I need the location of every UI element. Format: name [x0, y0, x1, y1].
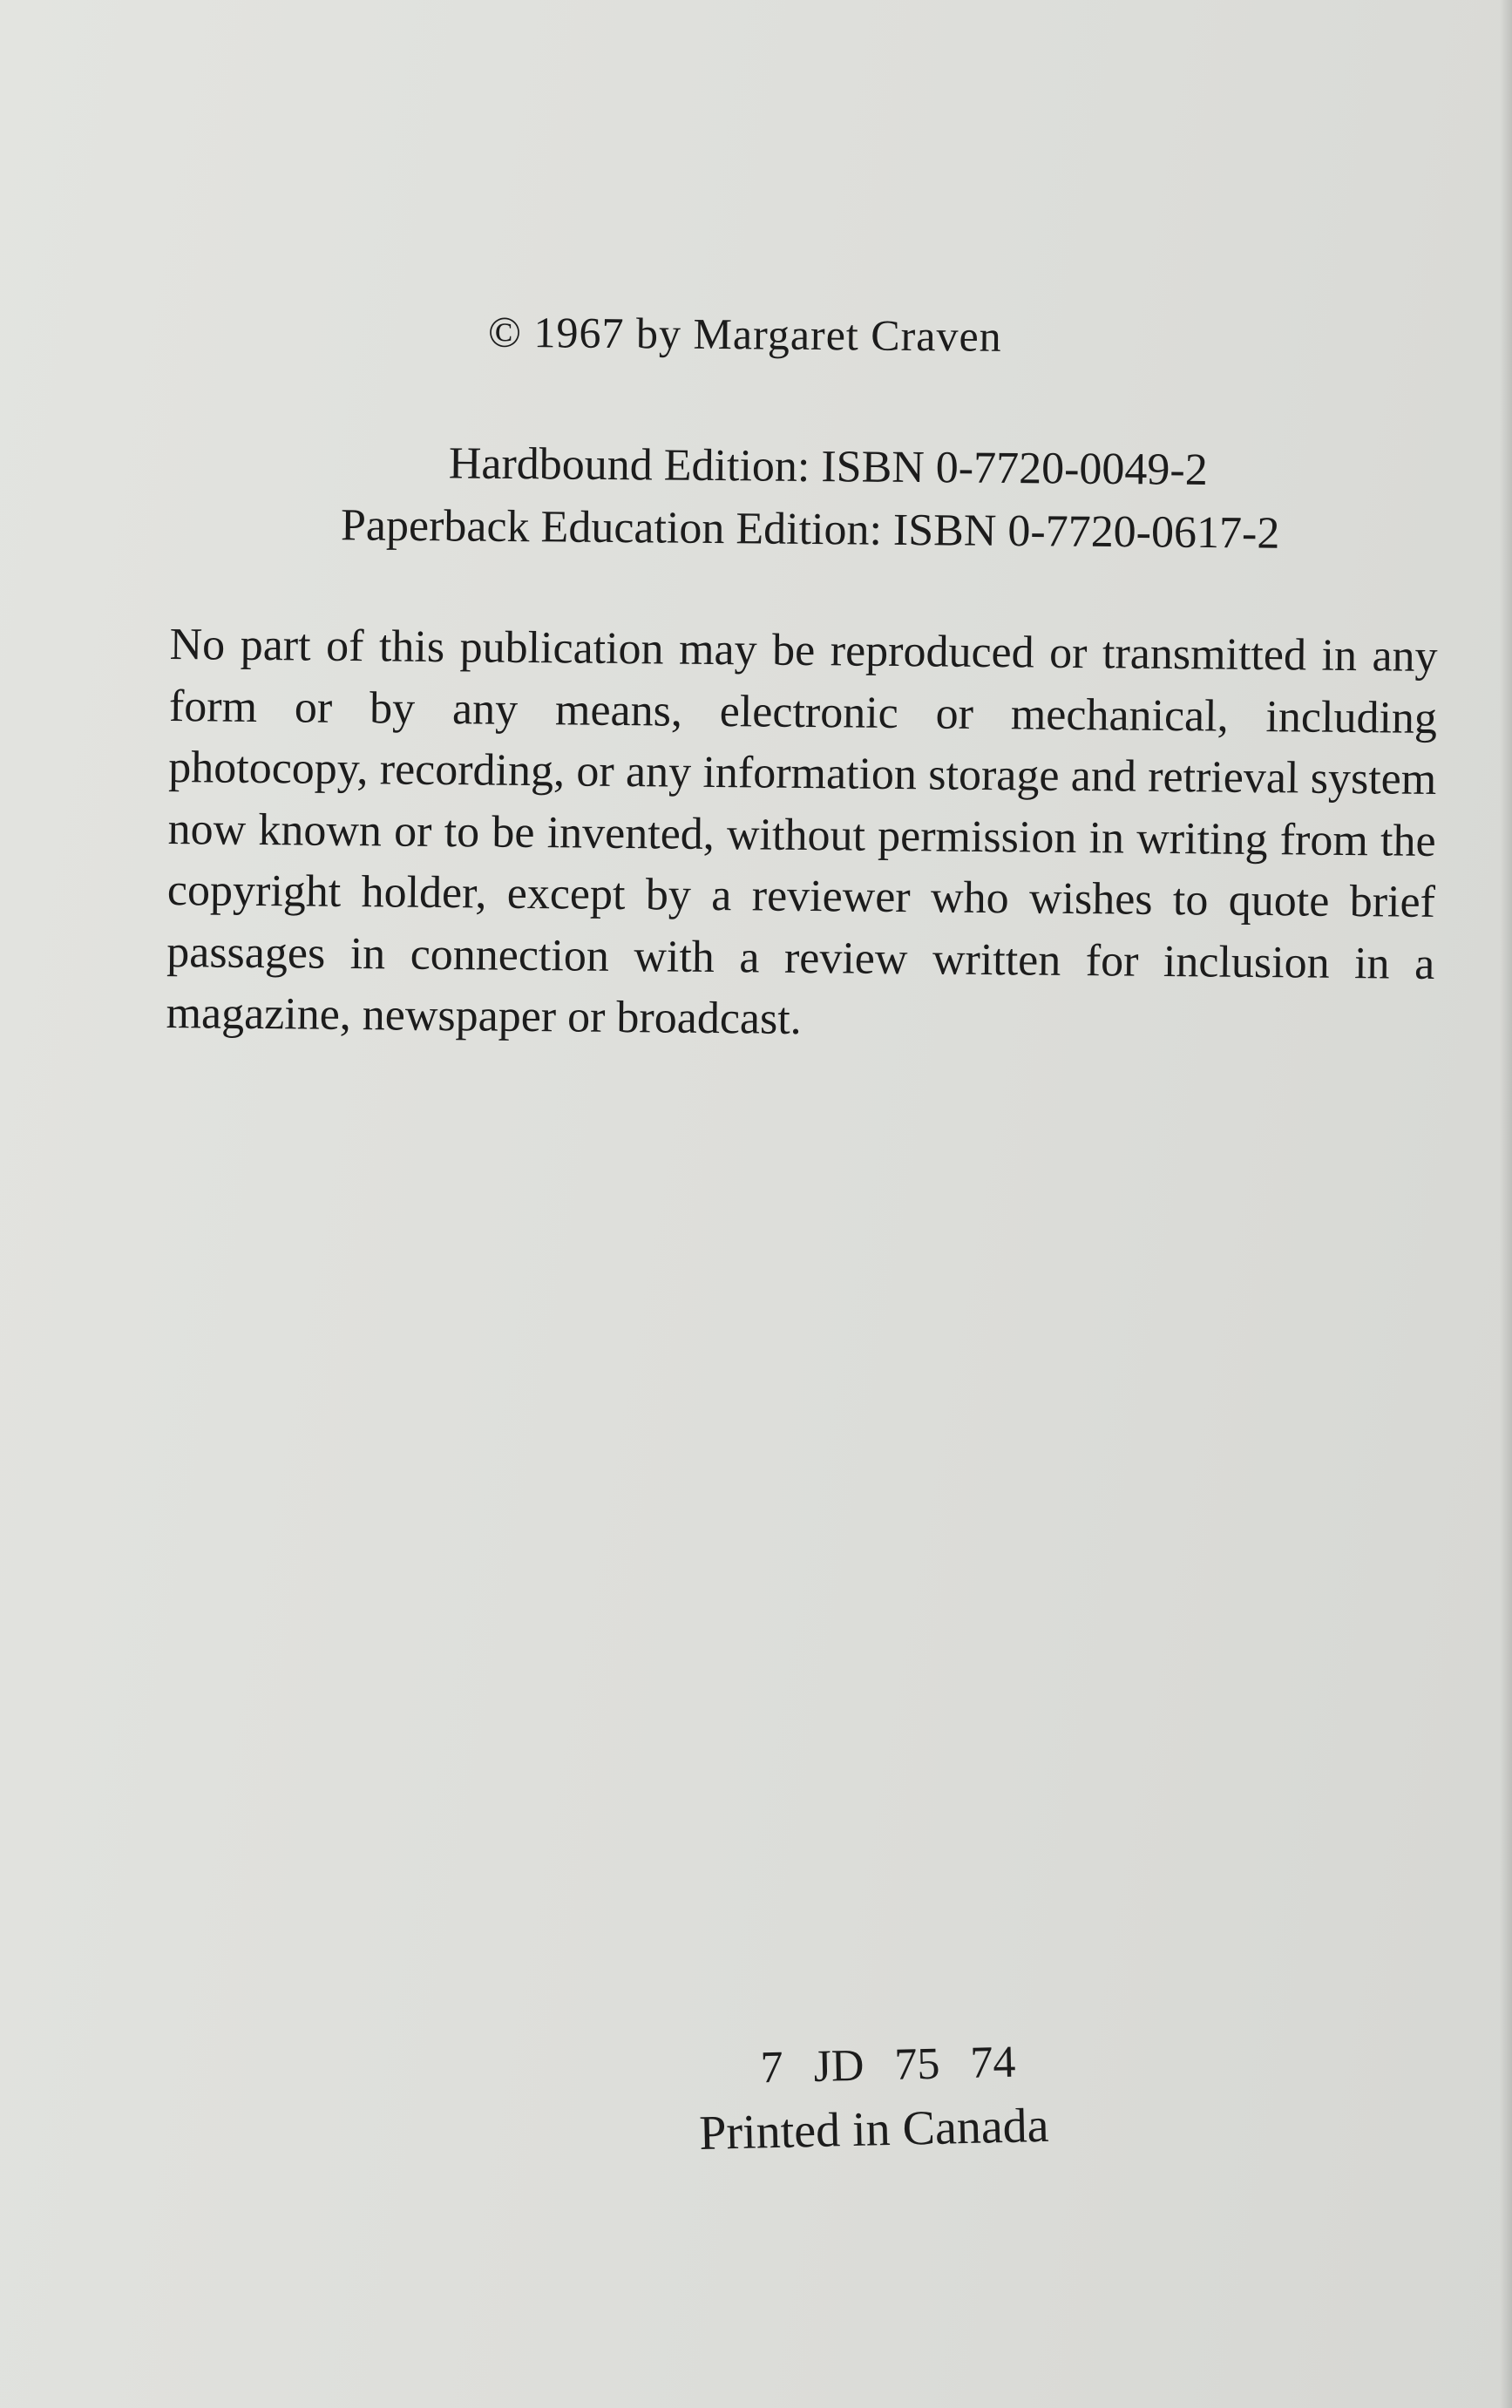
isbn-block: [234, 431, 1386, 566]
isbn-hardbound: Hardbound Edition: ISBN 0-7720-0049-2: [448, 438, 1209, 495]
rights-notice: No part of this publication may be reproduced or transmitted in any form or by any means, electronic or mechanical, including photocopy, recording, or any information storage and retrieval system now known or to be invented, without permission in writing from the copyright holder, except by a reviewer who wishes to quote brief passages in connection with a review written for inclusion in a magazine, newspaper or broadcast.: [166, 619, 1438, 1044]
copyright-notice: © 1967 by Margaret Craven: [487, 307, 1002, 361]
printed-in: Printed in Canada: [698, 2098, 1050, 2160]
page-edge-shadow: [1500, 0, 1512, 2408]
print-code: 7 JD 75 74: [760, 2037, 1017, 2093]
isbn-paperback: Paperback Education Edition: ISBN 0-7720-0617-2: [340, 500, 1280, 559]
imprint-block: [697, 2035, 1101, 2161]
